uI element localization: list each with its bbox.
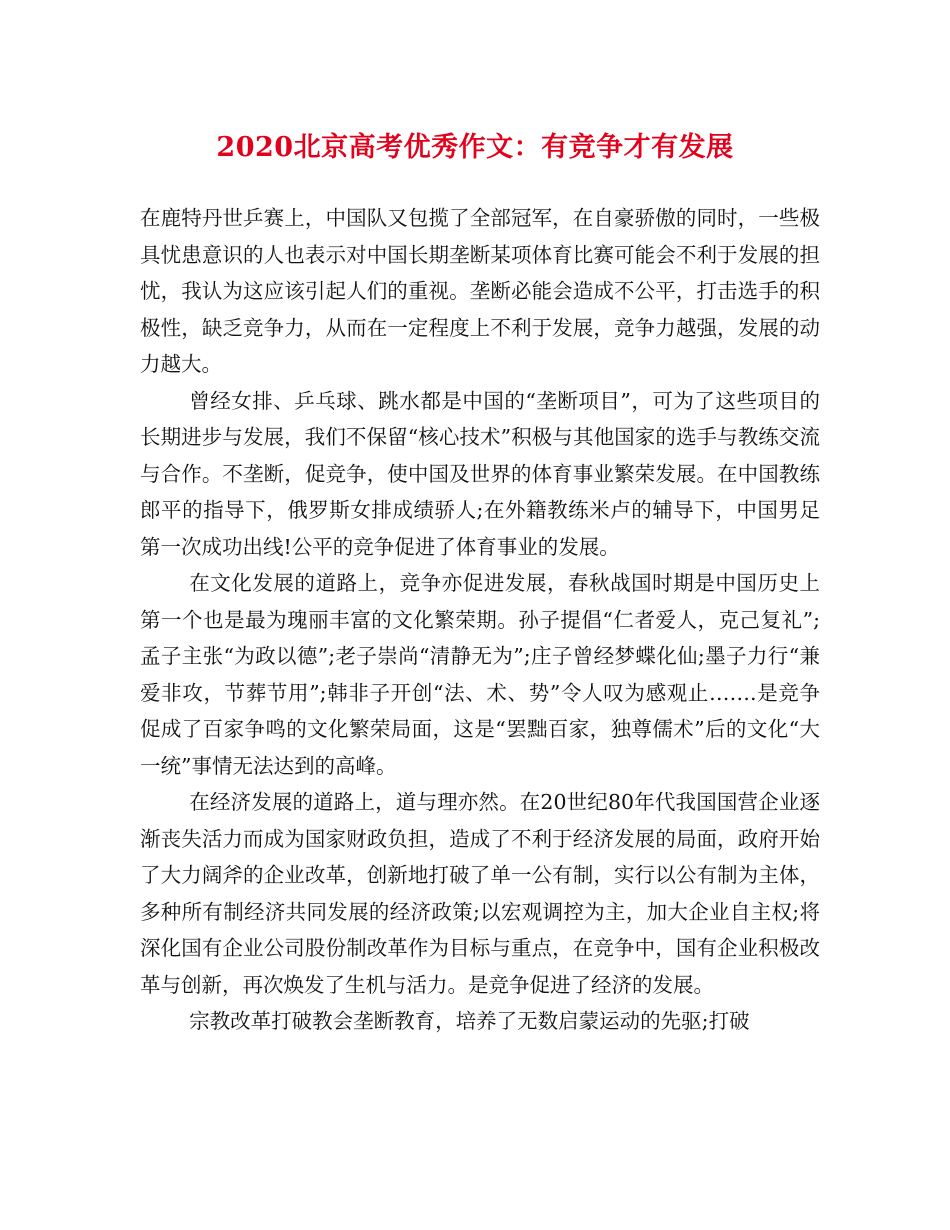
document-title: 2020北京高考优秀作文：有竞争才有发展	[216, 132, 734, 163]
paragraph-1: 在鹿特丹世乒赛上，中国队又包揽了全部冠军，在自豪骄傲的同时，一些极具忧患意识的人也表示对中国长期垄断某项体育比赛可能会不利于发展的担忧，我认为这应该引起人们的重视。垄断必能会造成不公平，打击选手的积极性，缺乏竞争力，从而在一定程度上不利于发展，竞争力越强，发展的动力越大。	[140, 206, 820, 376]
paragraph-5: 宗教改革打破教会垄断教育，培养了无数启蒙运动的先驱;打破	[189, 1009, 750, 1033]
document-body	[140, 200, 820, 1040]
paragraph-4: 在经济发展的道路上，道与理亦然。在20世纪80年代我国国营企业逐渐丧失活力而成为国家财政负担，造成了不利于经济发展的局面，政府开始了大力阔斧的企业改革，创新地打破了单一公有制，实行以公有制为主体，多种所有制经济共同发展的经济政策;以宏观调控为主，加大企业自主权;将深化国有企业公司股份制改革作为目标与重点，在竞争中，国有企业积极改革与创新，再次焕发了生机与活力。是竞争促进了经济的发展。	[140, 790, 820, 997]
paragraph-3: 在文化发展的道路上，竞争亦促进发展，春秋战国时期是中国历史上第一个也是最为瑰丽丰富的文化繁荣期。孙子提倡“仁者爱人，克己复礼”;孟子主张“为政以德”;老子崇尚“清静无为”;庄子曾经梦蝶化仙;墨子力行“兼爱非攻，节葬节用”;韩非子开创“法、术、势”令人叹为感观止…….是竞争促成了百家争鸣的文化繁荣局面，这是“罢黜百家，独尊儒术”后的文化“大一统”事情无法达到的高峰。	[140, 571, 820, 778]
paragraph-2: 曾经女排、乒乓球、跳水都是中国的“垄断项目”，可为了这些项目的长期进步与发展，我们不保留“核心技术”积极与其他国家的选手与教练交流与合作。不垄断，促竞争，使中国及世界的体育事业繁荣发展。在中国教练郎平的指导下，俄罗斯女排成绩骄人;在外籍教练米卢的辅导下，中国男足第一次成功出线!公平的竞争促进了体育事业的发展。	[140, 388, 820, 559]
